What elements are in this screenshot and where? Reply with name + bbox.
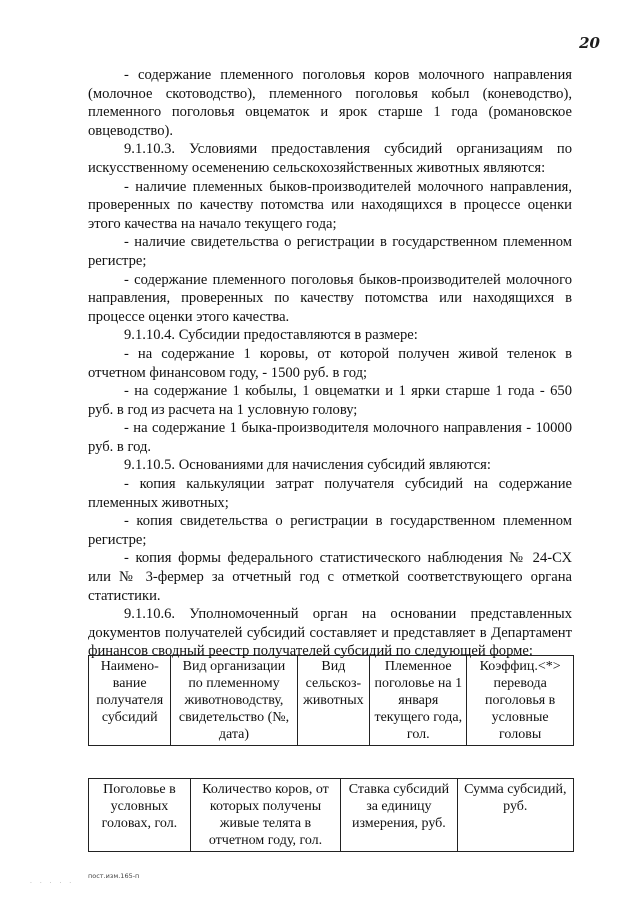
paragraph: - наличие племенных быков-производителей молочного направления, проверенных по качеству потомства или находящихся в процессе оценки этого качества на начало текущего года; (88, 178, 572, 232)
table-header-row (89, 779, 574, 852)
table-header-cell: Поголовье в условных головах, гол. (89, 779, 191, 852)
registry-table-part-2 (88, 778, 574, 852)
table-header-cell: Племенное поголовье на 1 января текущего года, гол. (370, 656, 467, 746)
table-header-cell: Коэффиц.<*> перевода поголовья в условные головы (467, 656, 574, 746)
paragraph: - на содержание 1 кобылы, 1 овцематки и 1 ярки старше 1 года - 650 руб. в год из расчета на 1 условную голову; (88, 383, 572, 418)
registry-table-part-1 (88, 655, 574, 746)
table-header-cell: Количество коров, от которых получены живые телята в отчетном году, гол. (190, 779, 340, 852)
table-header-cell: Сумма субсидий, руб. (457, 779, 573, 852)
paragraph: 9.1.10.6. Уполномоченный орган на основании представленных документов получателей субсидий составляет и представляет в Департамент финансов сводный реестр получателей субсидий по следующей форме: (88, 606, 572, 660)
page-number: 20 (579, 34, 600, 52)
paragraph: - копия калькуляции затрат получателя субсидий на содержание племенных животных; (88, 476, 572, 511)
paragraph: - копия свидетельства о регистрации в государственном племенном регистре; (88, 513, 572, 548)
paragraph: 9.1.10.3. Условиями предоставления субсидий организациям по искусственному осеменению сельскохозяйственных животных являются: (88, 141, 572, 176)
paragraph: - содержание племенного поголовья коров молочного направления (молочное скотоводство), племенного поголовья кобыл (коневодство), племенного поголовья овцематок и ярок старше 1 года (романовское овцеводство). (88, 67, 572, 139)
table-header-cell: Наимено-вание получателя субсидий (89, 656, 171, 746)
table-header-cell: Ставка субсидий за единицу измерения, руб. (341, 779, 457, 852)
table-header-row (89, 656, 574, 746)
paragraph: - наличие свидетельства о регистрации в государственном племенном регистре; (88, 234, 572, 269)
document-body (88, 66, 572, 661)
paragraph: 9.1.10.5. Основаниями для начисления субсидий являются: (124, 457, 491, 474)
footer-code: пост.изм.165-п (88, 872, 140, 880)
scan-marks: · · · · · (30, 880, 75, 887)
paragraph: - содержание племенного поголовья быков-производителей молочного направления, проверенных по качеству потомства или находящихся в процессе оценки этого качества. (88, 271, 572, 325)
paragraph: - на содержание 1 коровы, от которой получен живой теленок в отчетном финансовом году, - 1500 руб. в год; (88, 345, 572, 381)
paragraph: - на содержание 1 быка-производителя молочного направления - 10000 руб. в год. (88, 420, 572, 455)
paragraph: - копия формы федерального статистического наблюдения № 24-СХ или № 3-фермер за отчетный год с отметкой соответствующего органа статистики. (88, 550, 572, 604)
paragraph: 9.1.10.4. Субсидии предоставляются в размере: (124, 327, 418, 344)
table-header-cell: Вид сельскоз-животных (297, 656, 370, 746)
table-header-cell: Вид организации по племенному животноводству, свидетельство (№, дата) (171, 656, 297, 746)
